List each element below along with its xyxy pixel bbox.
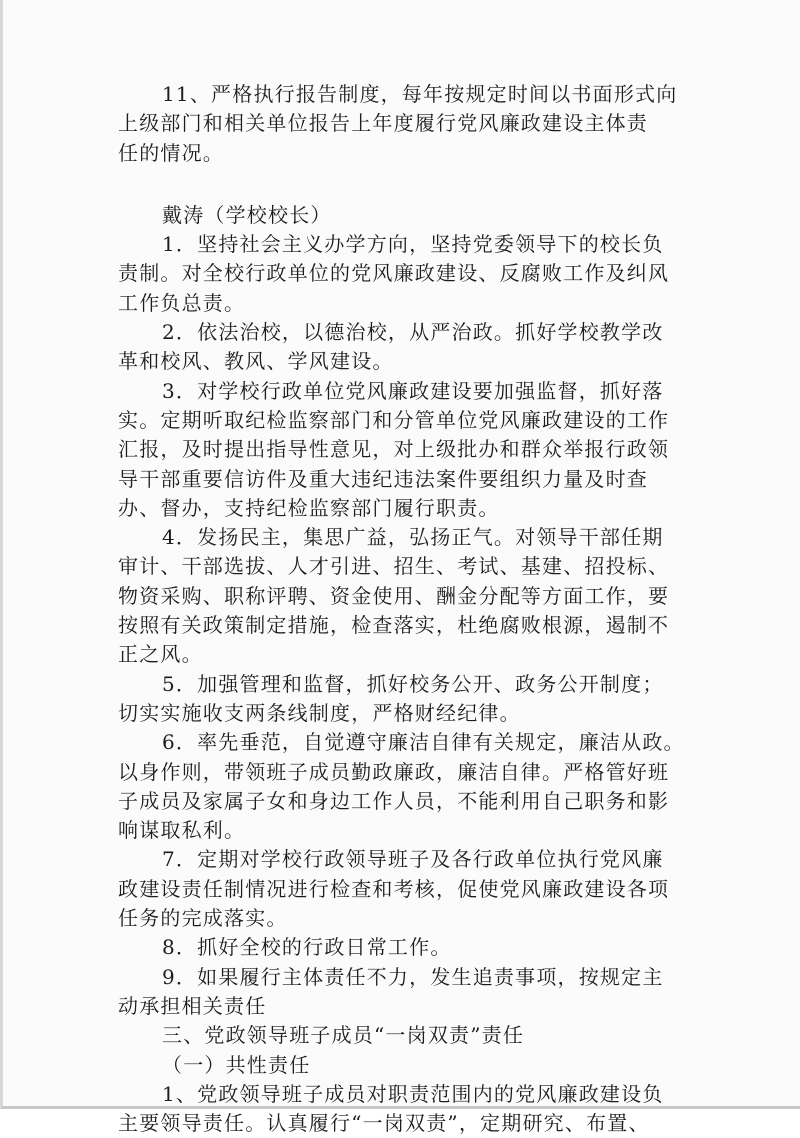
paragraph-item-2 [118, 318, 696, 377]
text-line: 正之风。 [118, 642, 203, 667]
text-line: 任的情况。 [118, 140, 224, 165]
text-line: 7．定期对学校行政领导班子及各行政单位执行党风廉 [162, 847, 664, 872]
paragraph-item-1 [118, 230, 696, 318]
text-line: 8．抓好全校的行政日常工作。 [162, 935, 452, 960]
text-line: 革和校风、教风、学风建设。 [118, 349, 394, 374]
text-line: 物资采购、职称评聘、资金使用、酬金分配等方面工作，要 [118, 583, 670, 608]
text-line: 办、督办，支持纪检监察部门履行职责。 [118, 495, 500, 520]
paragraph-item-6 [118, 728, 696, 845]
paragraph-item-8 [118, 933, 696, 962]
paragraph-item-5 [118, 670, 696, 729]
paragraph-item-9 [118, 963, 696, 1022]
text-line: 政建设责任制情况进行检查和考核，促使党风廉政建设各项 [118, 876, 670, 901]
text-line: 1．坚持社会主义办学方向，坚持党委领导下的校长负 [162, 232, 664, 257]
text-line: 上级部门和相关单位报告上年度履行党风廉政建设主体责 [118, 111, 648, 136]
text-line: 责制。对全校行政单位的党风廉政建设、反腐败工作及纠风 [118, 261, 670, 286]
person-heading: 戴涛（学校校长） [162, 202, 332, 227]
text-line: 响谋取私利。 [118, 818, 246, 843]
text-line: 6．率先垂范，自觉遵守廉洁自律有关规定，廉洁从政。 [162, 730, 685, 755]
text-line: 汇报，及时提出指导性意见，对上级批办和群众举报行政领 [118, 437, 670, 462]
text-line: 2．依法治校，以德治校，从严治政。抓好学校教学改 [162, 320, 664, 345]
document-body [118, 80, 696, 1138]
text-line: 4．发扬民主，集思广益，弘扬正气。对领导干部任期 [162, 525, 664, 550]
text-line: 3．对学校行政单位党风廉政建设要加强监督，抓好落 [162, 378, 664, 403]
paragraph-item-4 [118, 523, 696, 669]
text-line: 导干部重要信访件及重大违纪违法案件要组织力量及时查 [118, 466, 648, 491]
text-line: 实。定期听取纪检监察部门和分管单位党风廉政建设的工作 [118, 407, 670, 432]
text-line: 9．如果履行主体责任不力，发生追责事项，按规定主 [162, 964, 664, 989]
text-line: 工作负总责。 [118, 290, 246, 315]
text-line: 主要领导责任。认真履行“一岗双责”，定期研究、布置、 [118, 1111, 650, 1136]
text-line: 切实实施收支两条线制度，严格财经纪律。 [118, 700, 521, 725]
text-line: 动承担相关责任 [118, 993, 267, 1018]
text-line: 审计、干部选拔、人才引进、招生、考试、基建、招投标、 [118, 554, 670, 579]
paragraph-item-11 [118, 80, 696, 168]
paragraph-item-7 [118, 845, 696, 933]
section-heading: 三、党政领导班子成员“一岗双责”责任 [162, 1023, 525, 1048]
text-line: 以身作则，带领班子成员勤政廉政，廉洁自律。严格管好班 [118, 759, 670, 784]
text-line: 1、党政领导班子成员对职责范围内的党风廉政建设负 [162, 1081, 664, 1106]
text-line: 11、严格执行报告制度，每年按规定时间以书面形式向 [162, 82, 678, 106]
text-line: 5．加强管理和监督，抓好校务公开、政务公开制度； [162, 671, 664, 696]
paragraph-item-3 [118, 377, 696, 523]
subsection-heading: （一）共性责任 [162, 1052, 311, 1077]
text-line: 任务的完成落实。 [118, 906, 288, 931]
text-line: 按照有关政策制定措施，检查落实，杜绝腐败根源，遏制不 [118, 613, 670, 638]
text-line: 子成员及家属子女和身边工作人员，不能利用自己职务和影 [118, 788, 670, 813]
